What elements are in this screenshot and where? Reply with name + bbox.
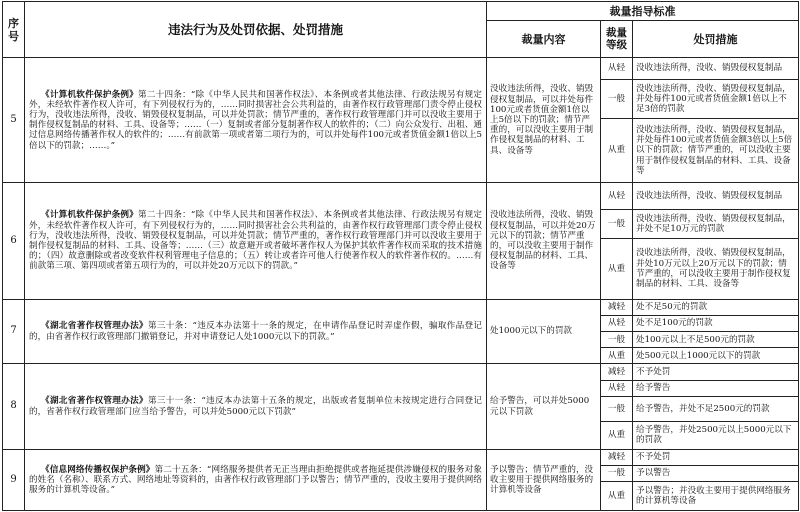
level-cell: 一般	[601, 332, 633, 348]
level-cell: 减轻	[601, 299, 633, 315]
measure-cell: 处500元以上1000元以下的罚款	[633, 348, 799, 364]
law-name: 《湖北省著作权管理办法》	[41, 396, 148, 407]
header-level: 裁量等级	[601, 21, 633, 58]
basis-cell	[25, 449, 487, 510]
measure-cell: 给予警告，并处2500元以上5000元以下的罚款	[633, 422, 799, 450]
basis-cell	[25, 183, 487, 300]
measure-cell: 没收违法所得，没收、销毁侵权复制品，并处每件100元或者货值金额1倍以上不足3倍的罚款	[633, 79, 799, 118]
seq-cell: 7	[3, 299, 25, 364]
level-cell: 从轻	[601, 183, 633, 210]
law-name: 《计算机软件保护条例》	[41, 210, 139, 221]
seq-cell: 5	[3, 58, 25, 183]
measure-cell: 处不足100元的罚款	[633, 315, 799, 331]
content-cell: 没收违法所得，没收、销毁侵权复制品，可以并处每件100元或者货值金额1倍以上5倍以下的罚款；情节严重的，可以没收主要用于制作侵权复制品的材料、工具、设备等	[487, 58, 601, 183]
basis-text: 第二十五条：“网络服务提供者无正当理由拒绝提供或者拖延提供涉嫌侵权的服务对象的姓名（名称）、联系方式、网络地址等资料的，由著作权行政管理部门予以警告；情节严重的，没收主要用于提供网络服务的计算机等设备。”	[29, 464, 482, 495]
level-cell: 从轻	[601, 58, 633, 80]
measure-cell: 不予处罚	[633, 449, 799, 465]
level-cell: 从重	[601, 422, 633, 450]
level-cell: 减轻	[601, 449, 633, 465]
measure-cell: 予以警告；并没收主要用于提供网络服务的计算机等设备	[633, 482, 799, 511]
level-cell: 一般	[601, 465, 633, 481]
level-cell: 从重	[601, 482, 633, 511]
level-cell: 从轻	[601, 315, 633, 331]
basis-cell	[25, 299, 487, 364]
law-name: 《信息网络传播权保护条例》	[41, 464, 155, 475]
law-name: 《计算机软件保护条例》	[41, 89, 139, 100]
level-cell: 一般	[601, 396, 633, 421]
table-row	[3, 58, 799, 80]
basis-text: 第三十条：“违反本办法第十一条的规定，在申请作品登记时弄虚作假，骗取作品登记的，由省著作权行政管理部门撤销登记，并对申请登记人处1000元以下的罚款。”	[29, 321, 482, 342]
measure-cell: 没收违法所得，没收、销毁侵权复制品	[633, 183, 799, 210]
content-cell: 处1000元以下的罚款	[487, 299, 601, 364]
header-standard: 裁量指导标准	[487, 2, 799, 21]
measure-cell: 没收违法所得，没收、销毁侵权复制品，并处不足10万元的罚款	[633, 209, 799, 238]
table-row	[3, 299, 799, 315]
header-measure: 处罚措施	[633, 21, 799, 58]
content-cell: 给予警告，可以并处5000元以下罚款	[487, 364, 601, 449]
law-name: 《湖北省著作权管理办法》	[41, 321, 148, 332]
level-cell: 从重	[601, 118, 633, 183]
basis-text: 第二十四条：“除《中华人民共和国著作权法》、本条例或者其他法律、行政法规另有规定外，未经软件著作权人许可，有下列侵权行为的，……同时损害社会公共利益的，由著作权行政管理部门责令停止侵权行为，没收违法所得，没收、销毁侵权复制品，可以并处罚款；情节严重的，著作权行政管理部门并可以没收主要用于制作侵权复制品的材料、工具、设备等；……（一）复制或者部分复制著作权人的软件的；（二）向公众发行、出租、通过信息网络传播著作权人的软件的；……有前款第一项或者第二项行为的，可以并处每件100元或者货值金额1倍以上5倍以下的罚款；……。”	[29, 89, 482, 151]
measure-cell: 没收违法所得，没收、销毁侵权复制品	[633, 58, 799, 80]
measure-cell: 给予警告	[633, 380, 799, 396]
seq-cell: 6	[3, 183, 25, 300]
level-cell: 一般	[601, 79, 633, 118]
seq-cell: 8	[3, 364, 25, 449]
measure-cell: 没收违法所得，没收、销毁侵权复制品，并处每件100元或者货值金额3倍以上5倍以下的罚款；情节严重的，可以没收主要用于制作侵权复制品的材料、工具、设备等	[633, 118, 799, 183]
basis-cell	[25, 364, 487, 449]
level-cell: 从重	[601, 348, 633, 364]
header-seq: 序号	[3, 2, 25, 58]
penalty-discretion-table	[2, 1, 799, 511]
measure-cell: 没收违法所得，没收、销毁侵权复制品，并处10万元以上20万元以下的罚款；情节严重的，可以没收主要用于制作侵权复制品的材料、工具、设备等	[633, 238, 799, 299]
measure-cell: 予以警告	[633, 465, 799, 481]
measure-cell: 处100元以上不足500元的罚款	[633, 332, 799, 348]
level-cell: 从轻	[601, 380, 633, 396]
seq-cell: 9	[3, 449, 25, 510]
measure-cell: 处不足50元的罚款	[633, 299, 799, 315]
basis-cell	[25, 58, 487, 183]
content-cell: 没收违法所得，没收、销毁侵权复制品，可以并处20万元以下的罚款；情节严重的，可以没收主要用于制作侵权复制品的材料、工具、设备等	[487, 183, 601, 300]
table-row	[3, 364, 799, 380]
header-content: 裁量内容	[487, 21, 601, 58]
basis-text: 第三十一条：“违反本办法第十五条的规定，出版或者复制单位未按规定进行合同登记的，省著作权行政管理部门应当给予警告，可以并处5000元以下罚款”	[29, 396, 482, 417]
measure-cell: 不予处罚	[633, 364, 799, 380]
table-row	[3, 449, 799, 465]
level-cell: 一般	[601, 209, 633, 238]
measure-cell: 给予警告，并处不足2500元的罚款	[633, 396, 799, 421]
level-cell: 减轻	[601, 364, 633, 380]
table-row	[3, 183, 799, 210]
basis-text: 第二十四条：“除《中华人民共和国著作权法》、本条例或者其他法律、行政法规另有规定外，未经软件著作权人许可，有下列侵权行为的，……同时损害社会公共利益的，由著作权行政管理部门责令停止侵权行为，没收违法所得，没收、销毁侵权复制品，可以并处罚款；情节严重的，著作权行政管理部门并可以没收主要用于制作侵权复制品的材料、工具、设备等；……（三）故意避开或者破坏著作权人为保护其软件著作权而采取的技术措施的；（四）故意删除或者改变软件权利管理电子信息的；（五）转让或者许可他人行使著作权人的软件著作权的。……有前款第三项、第四项或者第五项行为的，可以并处20万元以下的罚款。”	[29, 210, 482, 272]
level-cell: 从重	[601, 238, 633, 299]
content-cell: 予以警告；情节严重的，没收主要用于提供网络服务的计算机等设备	[487, 449, 601, 510]
header-basis: 违法行为及处罚依据、处罚措施	[25, 2, 487, 58]
